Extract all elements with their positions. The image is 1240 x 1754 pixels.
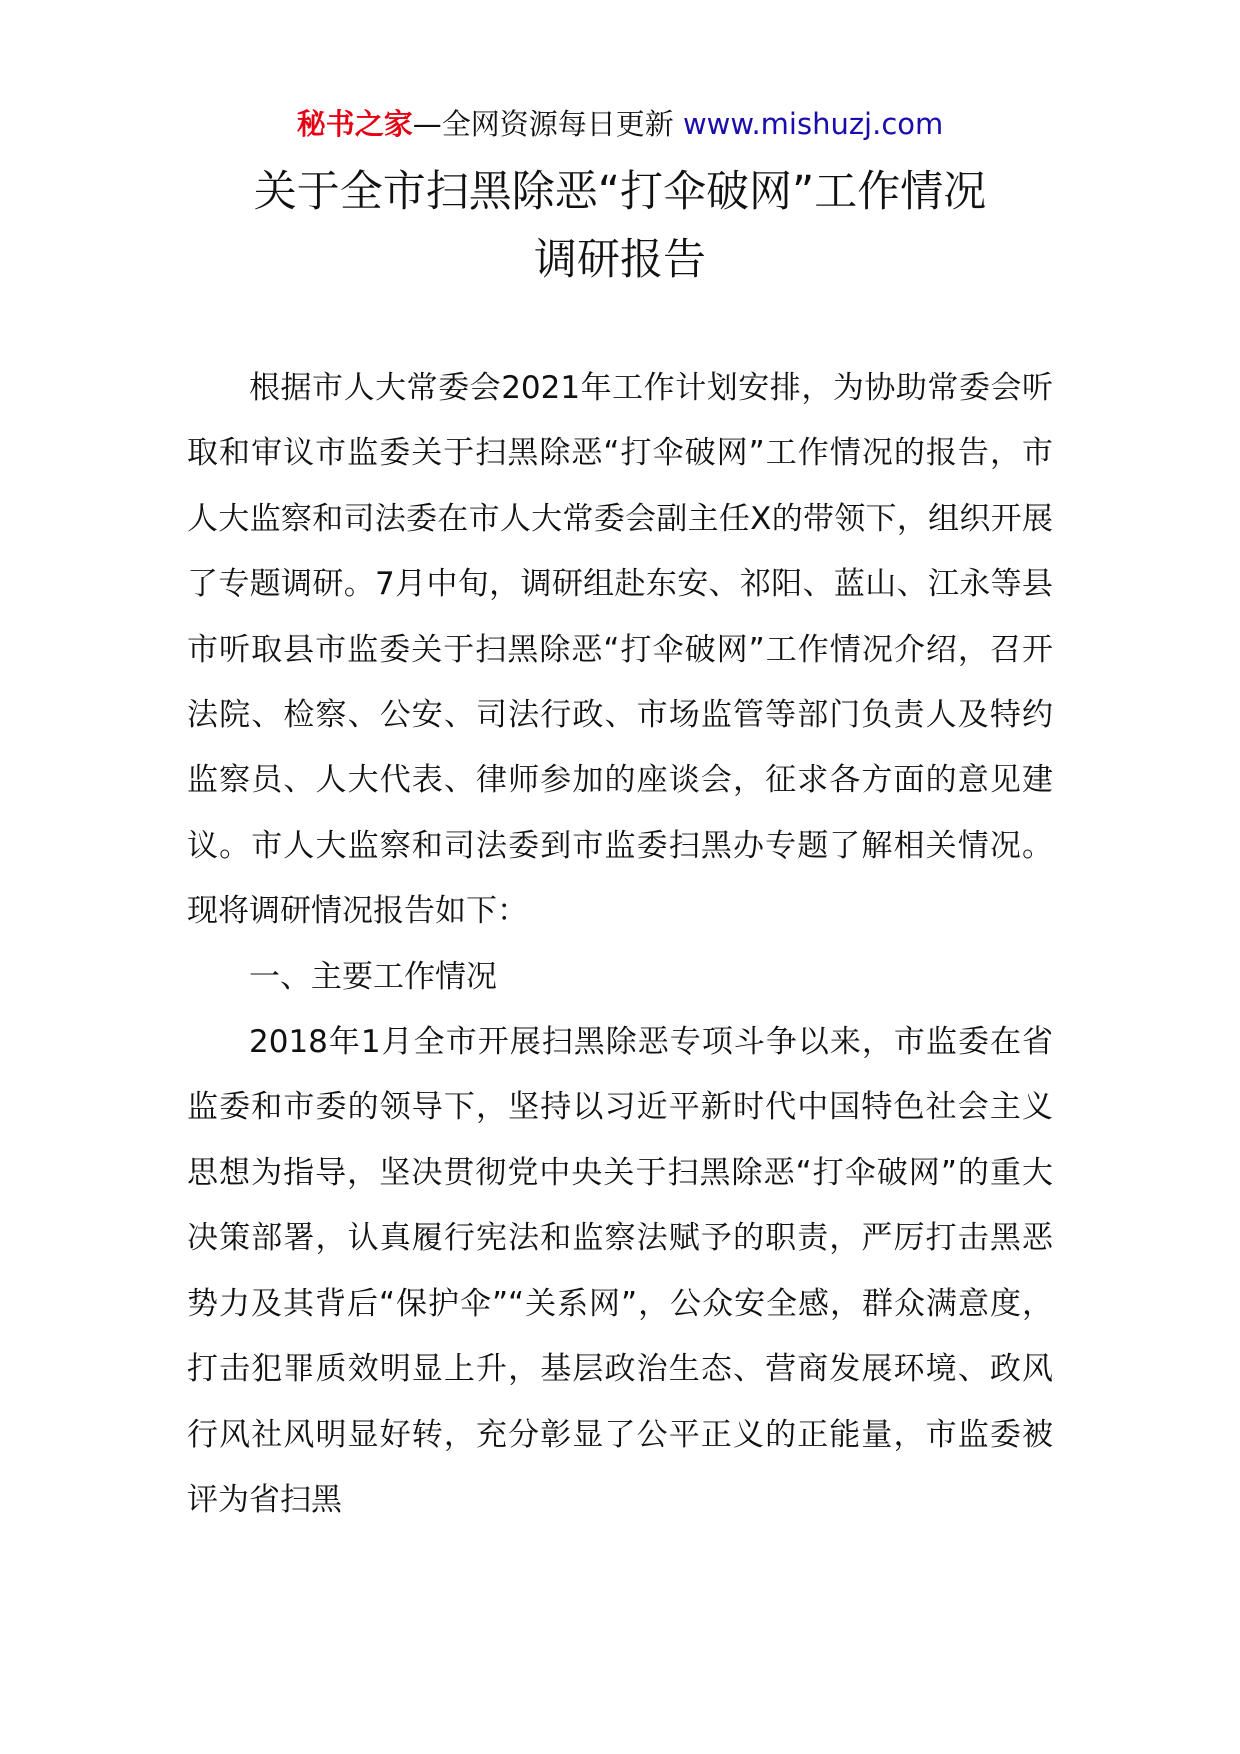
site-header <box>0 100 1240 148</box>
site-name: 秘书之家 <box>296 107 413 141</box>
paragraph-main-work: 2018年1月全市开展扫黑除恶专项斗争以来，市监委在省监委和市委的领导下，坚持以习近平新时代中国特色社会主义思想为指导，坚决贯彻党中央关于扫黑除恶“打伞破网”的重大决策部署，认真履行宪法和监察法赋予的职责，严厉打击黑恶势力及其背后“保护伞”“关系网”，公众安全感，群众满意度，打击犯罪质效明显上升，基层政治生态、营商发展环境、政风行风社风明显好转，充分彰显了公平正义的正能量，市监委被评为省扫黑 <box>187 1024 1053 1518</box>
section-heading: 一、主要工作情况 <box>249 958 497 995</box>
document-title-line-2: 调研报告 <box>534 235 706 285</box>
site-tagline: —全网资源每日更新 <box>412 107 683 141</box>
document-body <box>187 356 1053 1533</box>
paragraph-intro: 根据市人大常委会2021年工作计划安排，为协助常委会听取和审议市监委关于扫黑除恶“打伞破网”工作情况的报告，市人大监察和司法委在市人大常委会副主任X的带领下，组织开展了专题调研。7月中旬，调研组赴东安、祁阳、蓝山、江永等县市听取县市监委关于扫黑除恶“打伞破网”工作情况介绍，召开法院、检察、公安、司法行政、市场监管等部门负责人及特约监察员、人大代表、律师参加的座谈会，征求各方面的意见建议。市人大监察和司法委到市监委扫黑办专题了解相关情况。现将调研情况报告如下： <box>187 370 1053 930</box>
site-url-link[interactable]: www.mishuzj.com <box>682 107 944 141</box>
document-title-line-1: 关于全市扫黑除恶“打伞破网”工作情况 <box>253 167 987 217</box>
